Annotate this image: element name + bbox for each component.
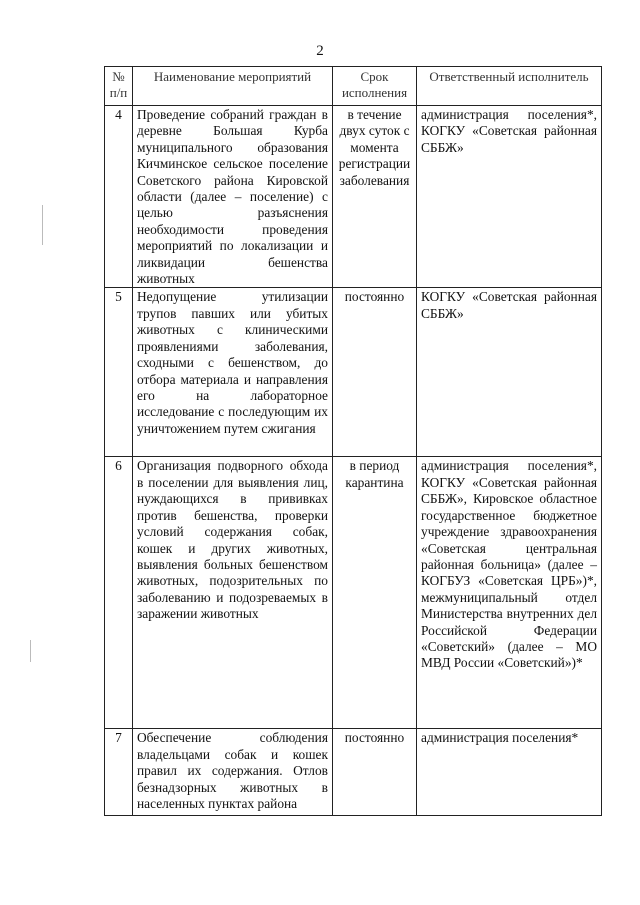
- measure-name: Организация подворного обхода в поселении для выявления лиц, нуждающихся в прививках против бешенства, проверки условий содержания собак, кошек и других животных, выявления больных бешенством животных, подозрительных по заболеванию и подозреваемых в заражении животных: [133, 457, 333, 729]
- measure-responsible: администрация поселения*, КОГКУ «Советская районная СББЖ», Кировское областное государственное бюджетное учреждение здравоохранения «Советская центральная районная больница» (далее – КОГБУЗ «Советская ЦРБ»)*, межмуниципальный отдел Министерства внутренних дел Российской Федерации «Советский» (далее – МО МВД России «Советский»)*: [417, 457, 602, 729]
- measure-term: в течение двух суток с момента регистрации заболевания: [333, 106, 417, 288]
- table-header-row: [105, 67, 602, 106]
- scan-mark: [42, 205, 43, 245]
- row-number: 7: [105, 729, 133, 816]
- measure-term: в период карантина: [333, 457, 417, 729]
- table-row: [105, 106, 602, 288]
- row-number: 6: [105, 457, 133, 729]
- header-term: Срок исполнения: [333, 67, 417, 106]
- table-row: [105, 729, 602, 816]
- page-number: 2: [316, 43, 324, 59]
- table-row: [105, 457, 602, 729]
- header-responsible: Ответственный исполнитель: [417, 67, 602, 106]
- measure-name: Недопущение утилизации трупов павших или убитых животных с клиническими проявлениями заболевания, сходными с бешенством, до отбора материала и направления его на лабораторное исследование с последующим их уничтожением путем сжигания: [133, 288, 333, 457]
- measures-table: [104, 66, 602, 816]
- measure-responsible: администрация поселения*, КОГКУ «Советская районная СББЖ»: [417, 106, 602, 288]
- header-name: Наименование мероприятий: [133, 67, 333, 106]
- scan-mark: [30, 640, 31, 662]
- row-number: 5: [105, 288, 133, 457]
- measure-responsible: КОГКУ «Советская районная СББЖ»: [417, 288, 602, 457]
- row-number: 4: [105, 106, 133, 288]
- table-row: [105, 288, 602, 457]
- measure-name: Обеспечение соблюдения владельцами собак и кошек правил их содержания. Отлов безнадзорных животных в населенных пунктах района: [133, 729, 333, 816]
- header-num: № п/п: [105, 67, 133, 106]
- measure-responsible: администрация поселения*: [417, 729, 602, 816]
- measure-term: постоянно: [333, 729, 417, 816]
- measure-term: постоянно: [333, 288, 417, 457]
- measure-name: Проведение собраний граждан в деревне Большая Курба муниципального образования Кичминское сельское поселение Советского района Кировской области (далее – поселение) с целью разъяснения необходимости проведения мероприятий по локализации и ликвидации бешенства животных: [133, 106, 333, 288]
